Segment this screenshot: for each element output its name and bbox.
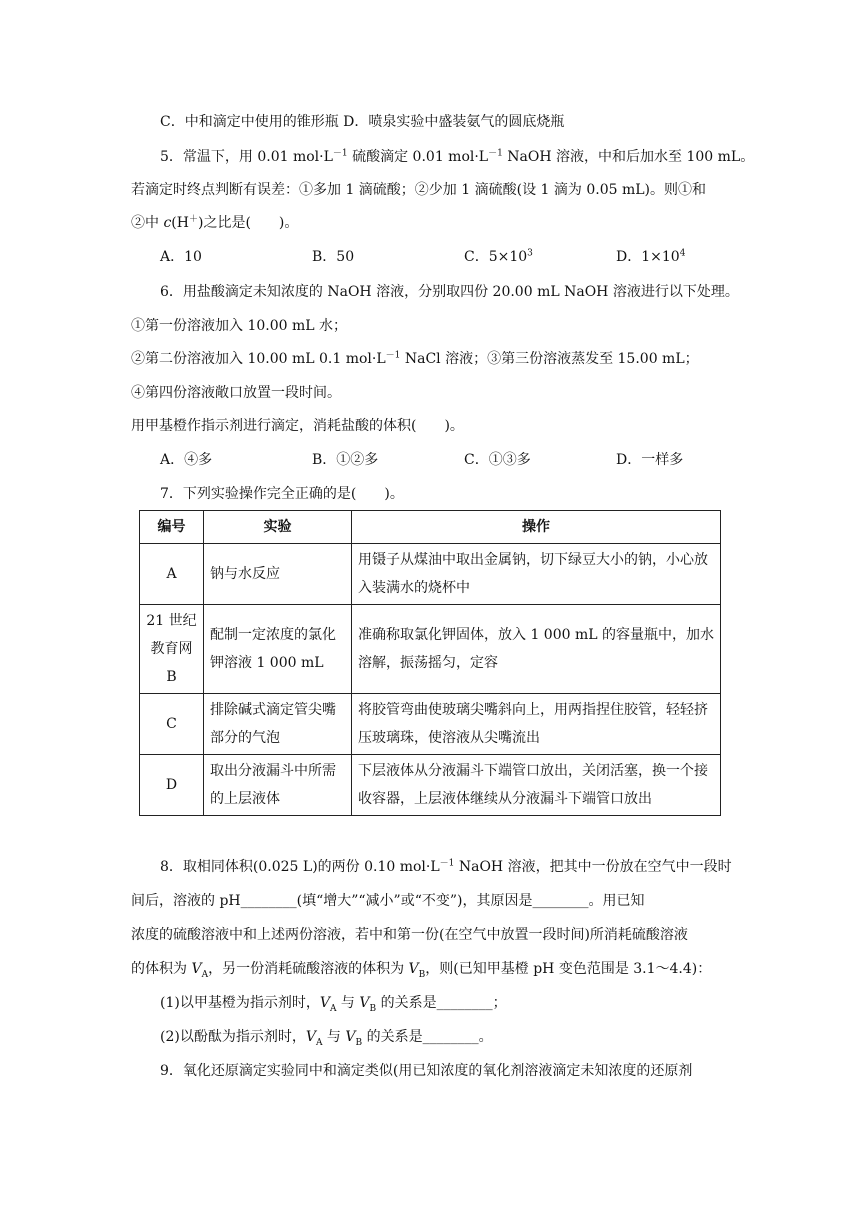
q6-line-1: 6．用盐酸滴定未知浓度的 NaOH 溶液，分别取四份 20.00 mL NaOH 溶液进行以下处理。 [160,284,739,300]
table-header-row [140,511,721,544]
row-experiment: 钠与水反应 [204,544,352,605]
q4-option-tail: C．中和滴定中使用的锥形瓶 D．喷泉实验中盛装氨气的圆底烧瓶 [160,114,565,130]
q5-line-2: 若滴定时终点判断有误差：①多加 1 滴硫酸；②少加 1 滴硫酸(设 1 滴为 0.05 mL)。则①和 [131,182,706,198]
row-id: D [140,755,204,816]
q9-line-1: 9．氧化还原滴定实验同中和滴定类似(用已知浓度的氧化剂溶液滴定未知浓度的还原剂 [160,1063,693,1079]
row-operation: 将胶管弯曲使玻璃尖嘴斜向上，用两指捏住胶管，轻轻挤压玻璃珠，使溶液从尖嘴流出 [352,694,721,755]
row-operation: 用镊子从煤油中取出金属钠，切下绿豆大小的钠，小心放入装满水的烧杯中 [352,544,721,605]
q5-line-1: 5．常温下，用 0.01 $mol\cdot L^{-1}$ 硫酸滴定 0.01 $mol\cdot L^{-1}$ NaOH 溶液，中和后加水至 100 mL。 [160,148,755,165]
table-row [140,694,721,755]
q8-line-1: 8．取相同体积(0.025 L)的两份 0.10 $mol\cdot L^{-1}$ NaOH 溶液，把其中一份放在空气中一段时 [160,858,732,875]
table-row [140,544,721,605]
q6-line-2: ①第一份溶液加入 10.00 mL 水； [131,318,348,334]
q6-line-4: ④第四份溶液敞口放置一段时间。 [131,385,341,401]
row-experiment: 配制一定浓度的氯化钾溶液 1 000 mL [204,605,352,694]
table-row [140,605,721,694]
q8-line-3: 浓度的硫酸溶液中和上述两份溶液，若中和第一份(在空气中放置一段时间)所消耗硫酸溶液 [131,927,688,943]
experiment-table [139,510,721,816]
q6-line-5: 用甲基橙作指示剂进行滴定，消耗盐酸的体积( )。 [131,418,464,434]
q6-option-b: B．①②多 [312,452,379,468]
row-id: 21 世纪教育网 B [140,605,204,694]
header-experiment: 实验 [204,511,352,544]
row-experiment: 排除碱式滴定管尖嘴部分的气泡 [204,694,352,755]
q6-option-d: D．一样多 [616,452,684,468]
q6-option-a: A．④多 [160,452,213,468]
row-operation: 准确称取氯化钾固体，放入 1 000 mL 的容量瓶中，加水溶解，振荡摇匀，定容 [352,605,721,694]
q5-option-d: D．$1\times 10^4$ [616,248,686,265]
q5-line-3: ②中 c(H＋)之比是( )。 [131,214,299,231]
row-experiment: 取出分液漏斗中所需的上层液体 [204,755,352,816]
header-operation: 操作 [352,511,721,544]
q8-line-4: 的体积为 $V_A$，另一份消耗硫酸溶液的体积为 $V_B$，则(已知甲基橙 pH 变色范围是 3.1～4.4)： [131,961,712,980]
header-id: 编号 [140,511,204,544]
q5-option-b: B．50 [312,249,355,265]
row-id: A [140,544,204,605]
q6-option-c: C．①③多 [464,452,531,468]
q6-line-3: ②第二份溶液加入 10.00 mL 0.1 $mol\cdot L^{-1}$ NaCl 溶液；③第三份溶液蒸发至 15.00 mL； [131,350,699,367]
q8-line-2: 间后，溶液的 pH________(填“增大”“减小”或“不变”)，其原因是________。用已知 [131,893,645,909]
row-id: C [140,694,204,755]
table-row [140,755,721,816]
q5-option-c: C．$5\times 10^3$ [464,248,533,265]
row-operation: 下层液体从分液漏斗下端管口放出，关闭活塞，换一个接收容器，上层液体继续从分液漏斗下端管口放出 [352,755,721,816]
q8-line-6: (2)以酚酞为指示剂时，$V_A$ 与 $V_B$ 的关系是________。 [160,1029,493,1048]
q5-option-a: A．10 [160,249,202,265]
q7-stem: 7．下列实验操作完全正确的是( )。 [160,486,404,502]
q8-line-5: (1)以甲基橙为指示剂时，$V_A$ 与 $V_B$ 的关系是________； [160,995,507,1014]
